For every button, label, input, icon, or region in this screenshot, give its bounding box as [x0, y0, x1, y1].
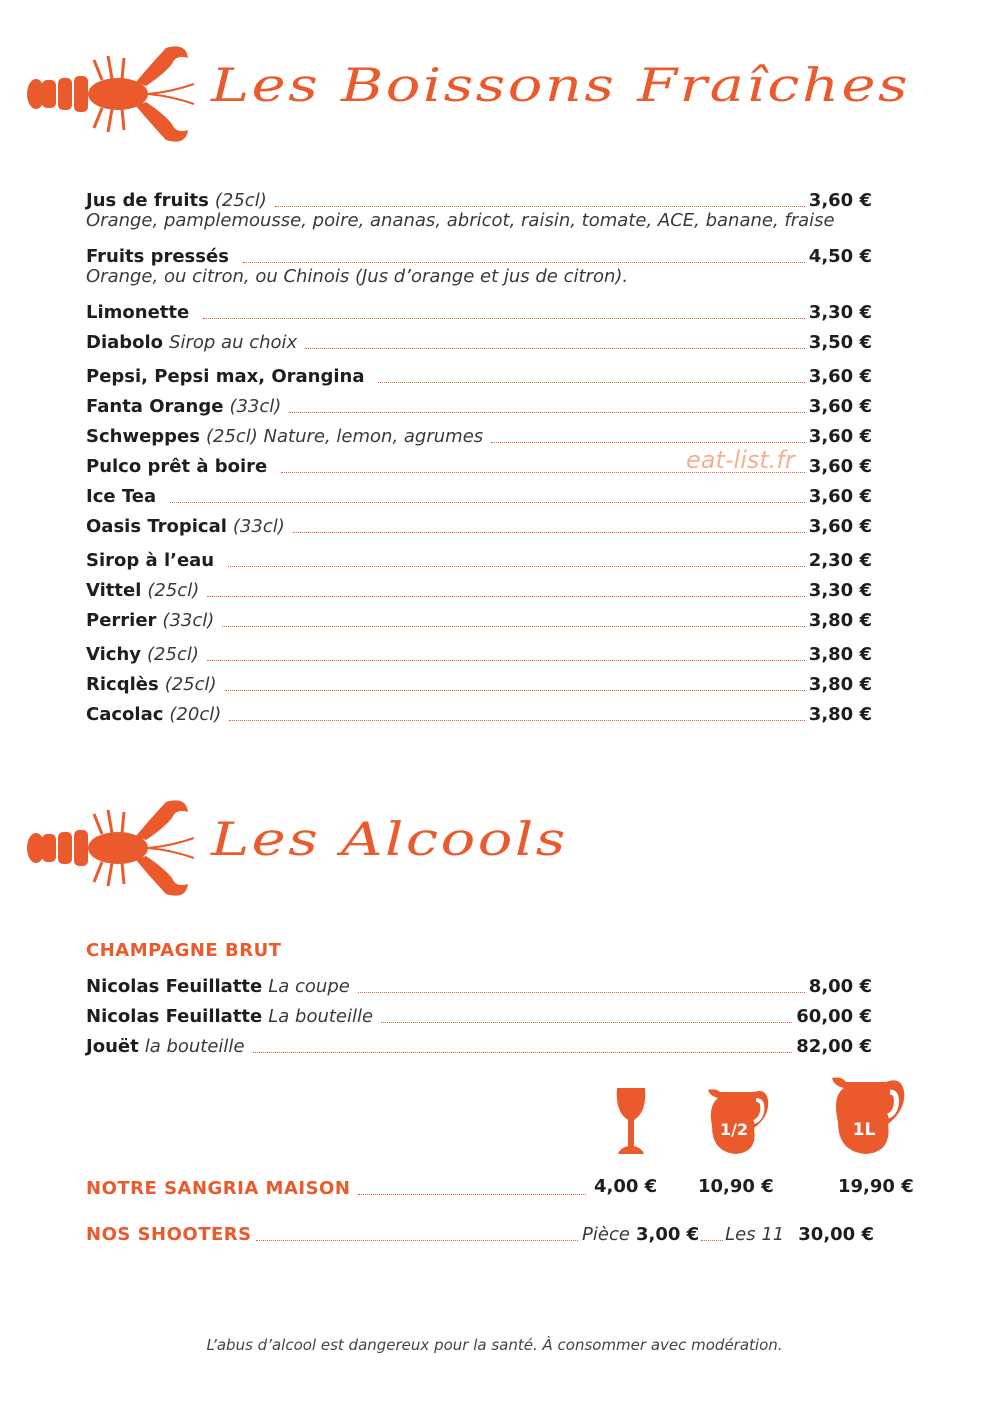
dotted-leader — [225, 690, 805, 691]
menu-item — [86, 242, 872, 268]
item-note: (25cl) — [147, 644, 199, 665]
menu-item — [86, 392, 872, 418]
item-name: Sirop à l’eau — [86, 550, 215, 571]
menu-item — [86, 606, 872, 632]
dotted-leader — [378, 382, 804, 383]
item-note: Sirop au choix — [169, 332, 298, 353]
section-title: Les Alcools — [211, 812, 568, 866]
champagne-heading: CHAMPAGNE BRUT — [86, 940, 282, 961]
item-price: 2,30 € — [808, 550, 872, 571]
menu-item — [86, 700, 872, 726]
menu-item — [86, 512, 872, 538]
item-name: Vichy — [86, 644, 142, 665]
shooters-eleven-price: 30,00 € — [798, 1224, 874, 1245]
item-price: 8,00 € — [808, 976, 872, 997]
item-note: (20cl) — [169, 704, 222, 725]
item-name: Pepsi, Pepsi max, Orangina — [86, 366, 365, 387]
item-price: 3,60 € — [808, 516, 872, 537]
item-name: Diabolo — [86, 332, 164, 353]
health-warning: L’abus d’alcool est dangereux pour la santé. À consommer avec modération. — [206, 1336, 783, 1354]
sangria-name: NOTRE SANGRIA MAISON — [86, 1178, 351, 1199]
watermark: eat-list.fr — [686, 446, 795, 474]
item-note: (33cl) — [162, 610, 215, 631]
shooters-row — [86, 1220, 874, 1246]
dotted-leader — [701, 1240, 723, 1241]
item-price: 3,60 € — [808, 366, 872, 387]
item-note: la bouteille — [144, 1036, 245, 1057]
item-note: (25cl) — [164, 674, 217, 695]
menu-item — [86, 362, 872, 388]
dotted-leader — [275, 206, 805, 207]
item-price: 3,60 € — [808, 426, 872, 447]
menu-item — [86, 422, 872, 448]
half-pitcher-icon — [706, 1086, 770, 1156]
shooters-name: NOS SHOOTERS — [86, 1224, 252, 1245]
sangria-glass-price: 4,00 € — [594, 1176, 658, 1197]
section-header-cold-drinks — [26, 44, 911, 144]
item-description: Orange, pamplemousse, poire, ananas, abricot, raisin, tomate, ACE, banane, fraise — [86, 210, 835, 231]
dotted-leader — [207, 596, 805, 597]
item-note: (25cl) — [147, 580, 200, 601]
dotted-leader — [243, 262, 805, 263]
item-note: La bouteille — [268, 1006, 374, 1027]
dotted-leader — [203, 318, 805, 319]
item-note: (33cl) — [229, 396, 282, 417]
wine-glass-icon — [614, 1086, 648, 1156]
dotted-leader — [381, 1022, 792, 1023]
item-price: 3,30 € — [808, 580, 872, 601]
menu-item — [86, 298, 872, 324]
item-name: Schweppes — [86, 426, 200, 447]
dotted-leader — [170, 502, 805, 503]
item-price: 3,30 € — [808, 302, 872, 323]
item-price: 3,60 € — [808, 486, 872, 507]
item-price: 3,80 € — [808, 610, 872, 631]
dotted-leader — [229, 720, 805, 721]
lobster-icon — [26, 44, 196, 144]
item-name: Fruits pressés — [86, 246, 229, 267]
item-note: (25cl) Nature, lemon, agrumes — [205, 426, 484, 447]
item-description: Orange, ou citron, ou Chinois (Jus d’orange et jus de citron). — [86, 266, 629, 287]
item-price: 4,50 € — [808, 246, 872, 267]
item-name: Perrier — [86, 610, 157, 631]
pitcher-label: 1L — [852, 1120, 876, 1140]
menu-item — [86, 482, 872, 508]
item-price: 60,00 € — [796, 1006, 872, 1027]
item-price: 3,50 € — [808, 332, 872, 353]
item-price: 3,80 € — [808, 704, 872, 725]
dotted-leader — [293, 532, 805, 533]
item-name: Oasis Tropical — [86, 516, 227, 537]
dotted-leader — [358, 1194, 586, 1195]
menu-item — [86, 576, 872, 602]
menu-item — [86, 546, 872, 572]
item-note: La coupe — [268, 976, 350, 997]
lobster-icon — [26, 798, 196, 898]
dotted-leader — [207, 660, 805, 661]
pitcher-label: 1/2 — [719, 1120, 749, 1139]
item-name: Nicolas Feuillatte — [86, 976, 263, 997]
menu-item — [86, 1032, 872, 1058]
sangria-liter-price: 19,90 € — [838, 1176, 914, 1197]
item-name: Ricqlès — [86, 674, 159, 695]
menu-item — [86, 670, 872, 696]
section-title: Les Boissons Fraîches — [211, 58, 911, 112]
menu-item — [86, 1002, 872, 1028]
item-price: 3,60 € — [808, 190, 872, 211]
menu-item — [86, 186, 872, 212]
menu-item — [86, 972, 872, 998]
item-name: Cacolac — [86, 704, 164, 725]
dotted-leader — [228, 566, 805, 567]
dotted-leader — [358, 992, 805, 993]
menu-item — [86, 640, 872, 666]
item-price: 3,80 € — [808, 674, 872, 695]
liter-pitcher-icon — [830, 1074, 906, 1156]
section-header-alcohol — [26, 798, 826, 898]
dotted-leader — [253, 1052, 793, 1053]
shooters-piece-label: Pièce — [582, 1224, 630, 1245]
item-name: Limonette — [86, 302, 190, 323]
item-price: 3,60 € — [808, 396, 872, 417]
item-note: (25cl) — [214, 190, 267, 211]
item-name: Nicolas Feuillatte — [86, 1006, 263, 1027]
item-name: Fanta Orange — [86, 396, 224, 417]
menu-item — [86, 328, 872, 354]
sangria-half-price: 10,90 € — [698, 1176, 774, 1197]
item-price: 3,60 € — [808, 456, 872, 477]
dotted-leader — [289, 412, 804, 413]
item-name: Pulco prêt à boire — [86, 456, 268, 477]
item-name: Vittel — [86, 580, 142, 601]
shooters-piece-price: 3,00 € — [635, 1224, 700, 1245]
item-price: 82,00 € — [796, 1036, 872, 1057]
sangria-row — [86, 1174, 590, 1200]
dotted-leader — [305, 348, 805, 349]
item-price: 3,80 € — [808, 644, 872, 665]
dotted-leader — [491, 442, 805, 443]
item-note: (33cl) — [232, 516, 285, 537]
dotted-leader — [256, 1240, 578, 1241]
item-name: Ice Tea — [86, 486, 157, 507]
shooters-eleven-label: Les 11 — [725, 1224, 785, 1245]
item-name: Jouët — [86, 1036, 139, 1057]
item-name: Jus de fruits — [86, 190, 209, 211]
dotted-leader — [222, 626, 805, 627]
